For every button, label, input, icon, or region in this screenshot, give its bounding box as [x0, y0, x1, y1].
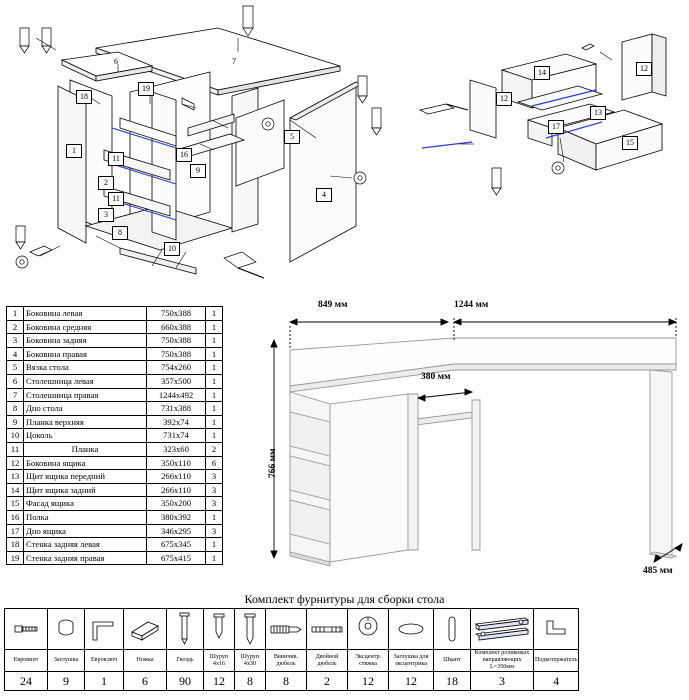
part-size: 1244x492 [147, 388, 206, 402]
part-size: 675x345 [147, 538, 206, 552]
part-size: 380x392 [147, 510, 206, 524]
exploded-drawer-diagram [400, 20, 689, 200]
table-row [7, 320, 223, 334]
hardware-qty: 12 [348, 672, 389, 691]
dimension-width-total: 1244 мм [454, 300, 489, 310]
table-row [7, 524, 223, 538]
part-size: 754x260 [147, 361, 206, 375]
table-row [7, 347, 223, 361]
hardware-name: Шуруп 4х30 [235, 650, 266, 672]
part-number: 10 [7, 429, 24, 443]
part-qty: 1 [206, 320, 223, 334]
hardware-qty: 9 [48, 672, 85, 691]
dimension-depth: 485 мм [643, 566, 673, 576]
hardware-name: Шуруп 4х16 [204, 650, 235, 672]
table-row [7, 374, 223, 388]
slide-rail-icon [471, 609, 534, 650]
part-name: Дно стола [24, 402, 147, 416]
part-size: 660x388 [147, 320, 206, 334]
dimension-shelf-depth: 380 мм [421, 372, 451, 382]
cam-cap-icon [389, 609, 434, 650]
part-qty: 1 [206, 415, 223, 429]
table-row [7, 388, 223, 402]
part-size: 731x74 [147, 429, 206, 443]
part-qty: 6 [206, 456, 223, 470]
callout-5: 5 [284, 130, 300, 144]
screw-icon [5, 609, 48, 650]
part-qty: 3 [206, 497, 223, 511]
part-name: Столешница правая [24, 388, 147, 402]
allen-key-icon [85, 609, 124, 650]
part-qty: 1 [206, 402, 223, 416]
part-size: 675x415 [147, 551, 206, 565]
part-qty: 1 [206, 551, 223, 565]
part-name: Боковина задняя [24, 334, 147, 348]
table-row [7, 415, 223, 429]
part-number: 4 [7, 347, 24, 361]
hardware-name: Подкотержатель [534, 650, 579, 672]
part-qty: 1 [206, 347, 223, 361]
part-name: Боковина левая [24, 307, 147, 321]
hardware-name: Комплект роликовых направляющих L=350мм [471, 650, 534, 672]
part-qty: 1 [206, 307, 223, 321]
hardware-name: Ввинчив. дюбель [266, 650, 307, 672]
part-number: 1 [7, 307, 24, 321]
part-qty: 1 [206, 374, 223, 388]
part-number: 11 [7, 442, 24, 456]
part-size: 346x295 [147, 524, 206, 538]
part-number: 12 [7, 456, 24, 470]
part-qty: 2 [206, 442, 223, 456]
callout-19: 19 [138, 82, 154, 96]
part-qty: 3 [206, 470, 223, 484]
part-qty: 1 [206, 538, 223, 552]
drawer-callout-12b: 12 [636, 62, 652, 76]
table-row [7, 429, 223, 443]
part-number: 6 [7, 374, 24, 388]
hardware-qty: 24 [5, 672, 48, 691]
hardware-qty: 3 [471, 672, 534, 691]
part-name: Щит ящика передний [24, 470, 147, 484]
table-row [7, 470, 223, 484]
table-row [7, 483, 223, 497]
callout-11a: 11 [108, 152, 124, 166]
dimension-width-left: 849 мм [318, 300, 348, 310]
part-name: Планка [24, 442, 147, 456]
hardware-name: Эксцентр. стяжка [348, 650, 389, 672]
callout-11b: 11 [108, 192, 124, 206]
shelf-support-icon [534, 609, 579, 650]
table-row [7, 456, 223, 470]
hardware-qty: 2 [307, 672, 348, 691]
screw-4x30-icon [235, 609, 266, 650]
hardware-qty: 1 [85, 672, 124, 691]
nail-icon [167, 609, 204, 650]
table-row [7, 361, 223, 375]
part-number: 16 [7, 510, 24, 524]
table-row [7, 442, 223, 456]
callout-3: 3 [98, 208, 114, 222]
table-row [7, 334, 223, 348]
part-qty: 1 [206, 361, 223, 375]
part-number: 9 [7, 415, 24, 429]
hardware-qty: 8 [235, 672, 266, 691]
callout-16: 16 [176, 148, 192, 162]
part-size: 350x200 [147, 497, 206, 511]
hardware-qty: 18 [434, 672, 471, 691]
hardware-name: Гвоздь [167, 650, 204, 672]
part-name: Боковина правая [24, 347, 147, 361]
callout-9: 9 [190, 164, 206, 178]
part-name: Цоколь [24, 429, 147, 443]
screw-4x16-icon [204, 609, 235, 650]
hardware-qty: 4 [534, 672, 579, 691]
table-row [7, 307, 223, 321]
drawer-callout-17: 17 [548, 120, 564, 134]
drawer-callout-12a: 12 [496, 92, 512, 106]
part-name: Стенка задняя правая [24, 551, 147, 565]
part-name: Вязка стола [24, 361, 147, 375]
part-qty: 1 [206, 510, 223, 524]
double-dowel-icon [307, 609, 348, 650]
part-size: 266x110 [147, 470, 206, 484]
cam-lock-icon [348, 609, 389, 650]
hardware-name: Заглушка [48, 650, 85, 672]
part-number: 18 [7, 538, 24, 552]
part-name: Планка верхняя [24, 415, 147, 429]
drawer-callout-13: 13 [590, 106, 606, 120]
part-name: Стенка задняя левая [24, 538, 147, 552]
part-name: Фасад ящика [24, 497, 147, 511]
table-row [7, 402, 223, 416]
part-name: Дно ящика [24, 524, 147, 538]
hardware-qty: 6 [124, 672, 167, 691]
exploded-cabinet-diagram [0, 0, 400, 300]
hardware-name: Евроключ [85, 650, 124, 672]
part-number: 3 [7, 334, 24, 348]
part-size: 392x74 [147, 415, 206, 429]
part-size: 750x388 [147, 347, 206, 361]
hardware-name: Ножка [124, 650, 167, 672]
hardware-kit-title: Комплект фурнитуры для сборки стола [244, 592, 445, 606]
part-number: 19 [7, 551, 24, 565]
part-number: 5 [7, 361, 24, 375]
dimensioned-desk-drawing [258, 300, 689, 586]
callout-1: 1 [66, 144, 82, 158]
part-number: 7 [7, 388, 24, 402]
cap-icon [48, 609, 85, 650]
dowel-screw-icon [266, 609, 307, 650]
part-size: 357x500 [147, 374, 206, 388]
table-row [7, 551, 223, 565]
callout-6: 6 [114, 57, 118, 66]
part-qty: 1 [206, 429, 223, 443]
dimension-height: 766 мм [268, 448, 278, 478]
hardware-name: Двойной дюбель [307, 650, 348, 672]
callout-18: 18 [76, 90, 92, 104]
part-number: 2 [7, 320, 24, 334]
hardware-qty: 90 [167, 672, 204, 691]
part-qty: 3 [206, 483, 223, 497]
part-name: Полка [24, 510, 147, 524]
part-number: 17 [7, 524, 24, 538]
callout-4: 4 [316, 188, 332, 202]
part-name: Боковина средняя [24, 320, 147, 334]
part-qty: 1 [206, 388, 223, 402]
parts-table [6, 306, 223, 565]
hardware-name: Евровинт [5, 650, 48, 672]
hardware-qty: 12 [389, 672, 434, 691]
part-qty: 3 [206, 524, 223, 538]
hardware-qty: 8 [266, 672, 307, 691]
part-size: 750x388 [147, 334, 206, 348]
hardware-table [4, 608, 579, 691]
callout-2: 2 [98, 176, 114, 190]
part-size: 750x388 [147, 307, 206, 321]
part-number: 8 [7, 402, 24, 416]
part-size: 266x110 [147, 483, 206, 497]
hardware-name: Шкант [434, 650, 471, 672]
part-number: 15 [7, 497, 24, 511]
part-qty: 1 [206, 334, 223, 348]
foot-icon [124, 609, 167, 650]
hardware-qty: 12 [204, 672, 235, 691]
callout-10: 10 [164, 242, 180, 256]
table-row [7, 510, 223, 524]
part-number: 14 [7, 483, 24, 497]
callout-7: 7 [232, 57, 236, 66]
part-size: 350x110 [147, 456, 206, 470]
part-size: 323x60 [147, 442, 206, 456]
hardware-name: Заглушка для эксцентрика [389, 650, 434, 672]
drawer-callout-15: 15 [622, 136, 638, 150]
callout-8: 8 [112, 226, 128, 240]
table-row [7, 497, 223, 511]
part-name: Столешница левая [24, 374, 147, 388]
drawer-callout-14: 14 [534, 66, 550, 80]
part-number: 13 [7, 470, 24, 484]
part-name: Щит ящика задний [24, 483, 147, 497]
table-row [7, 538, 223, 552]
wood-dowel-icon [434, 609, 471, 650]
part-size: 731x388 [147, 402, 206, 416]
part-name: Боковина ящика [24, 456, 147, 470]
